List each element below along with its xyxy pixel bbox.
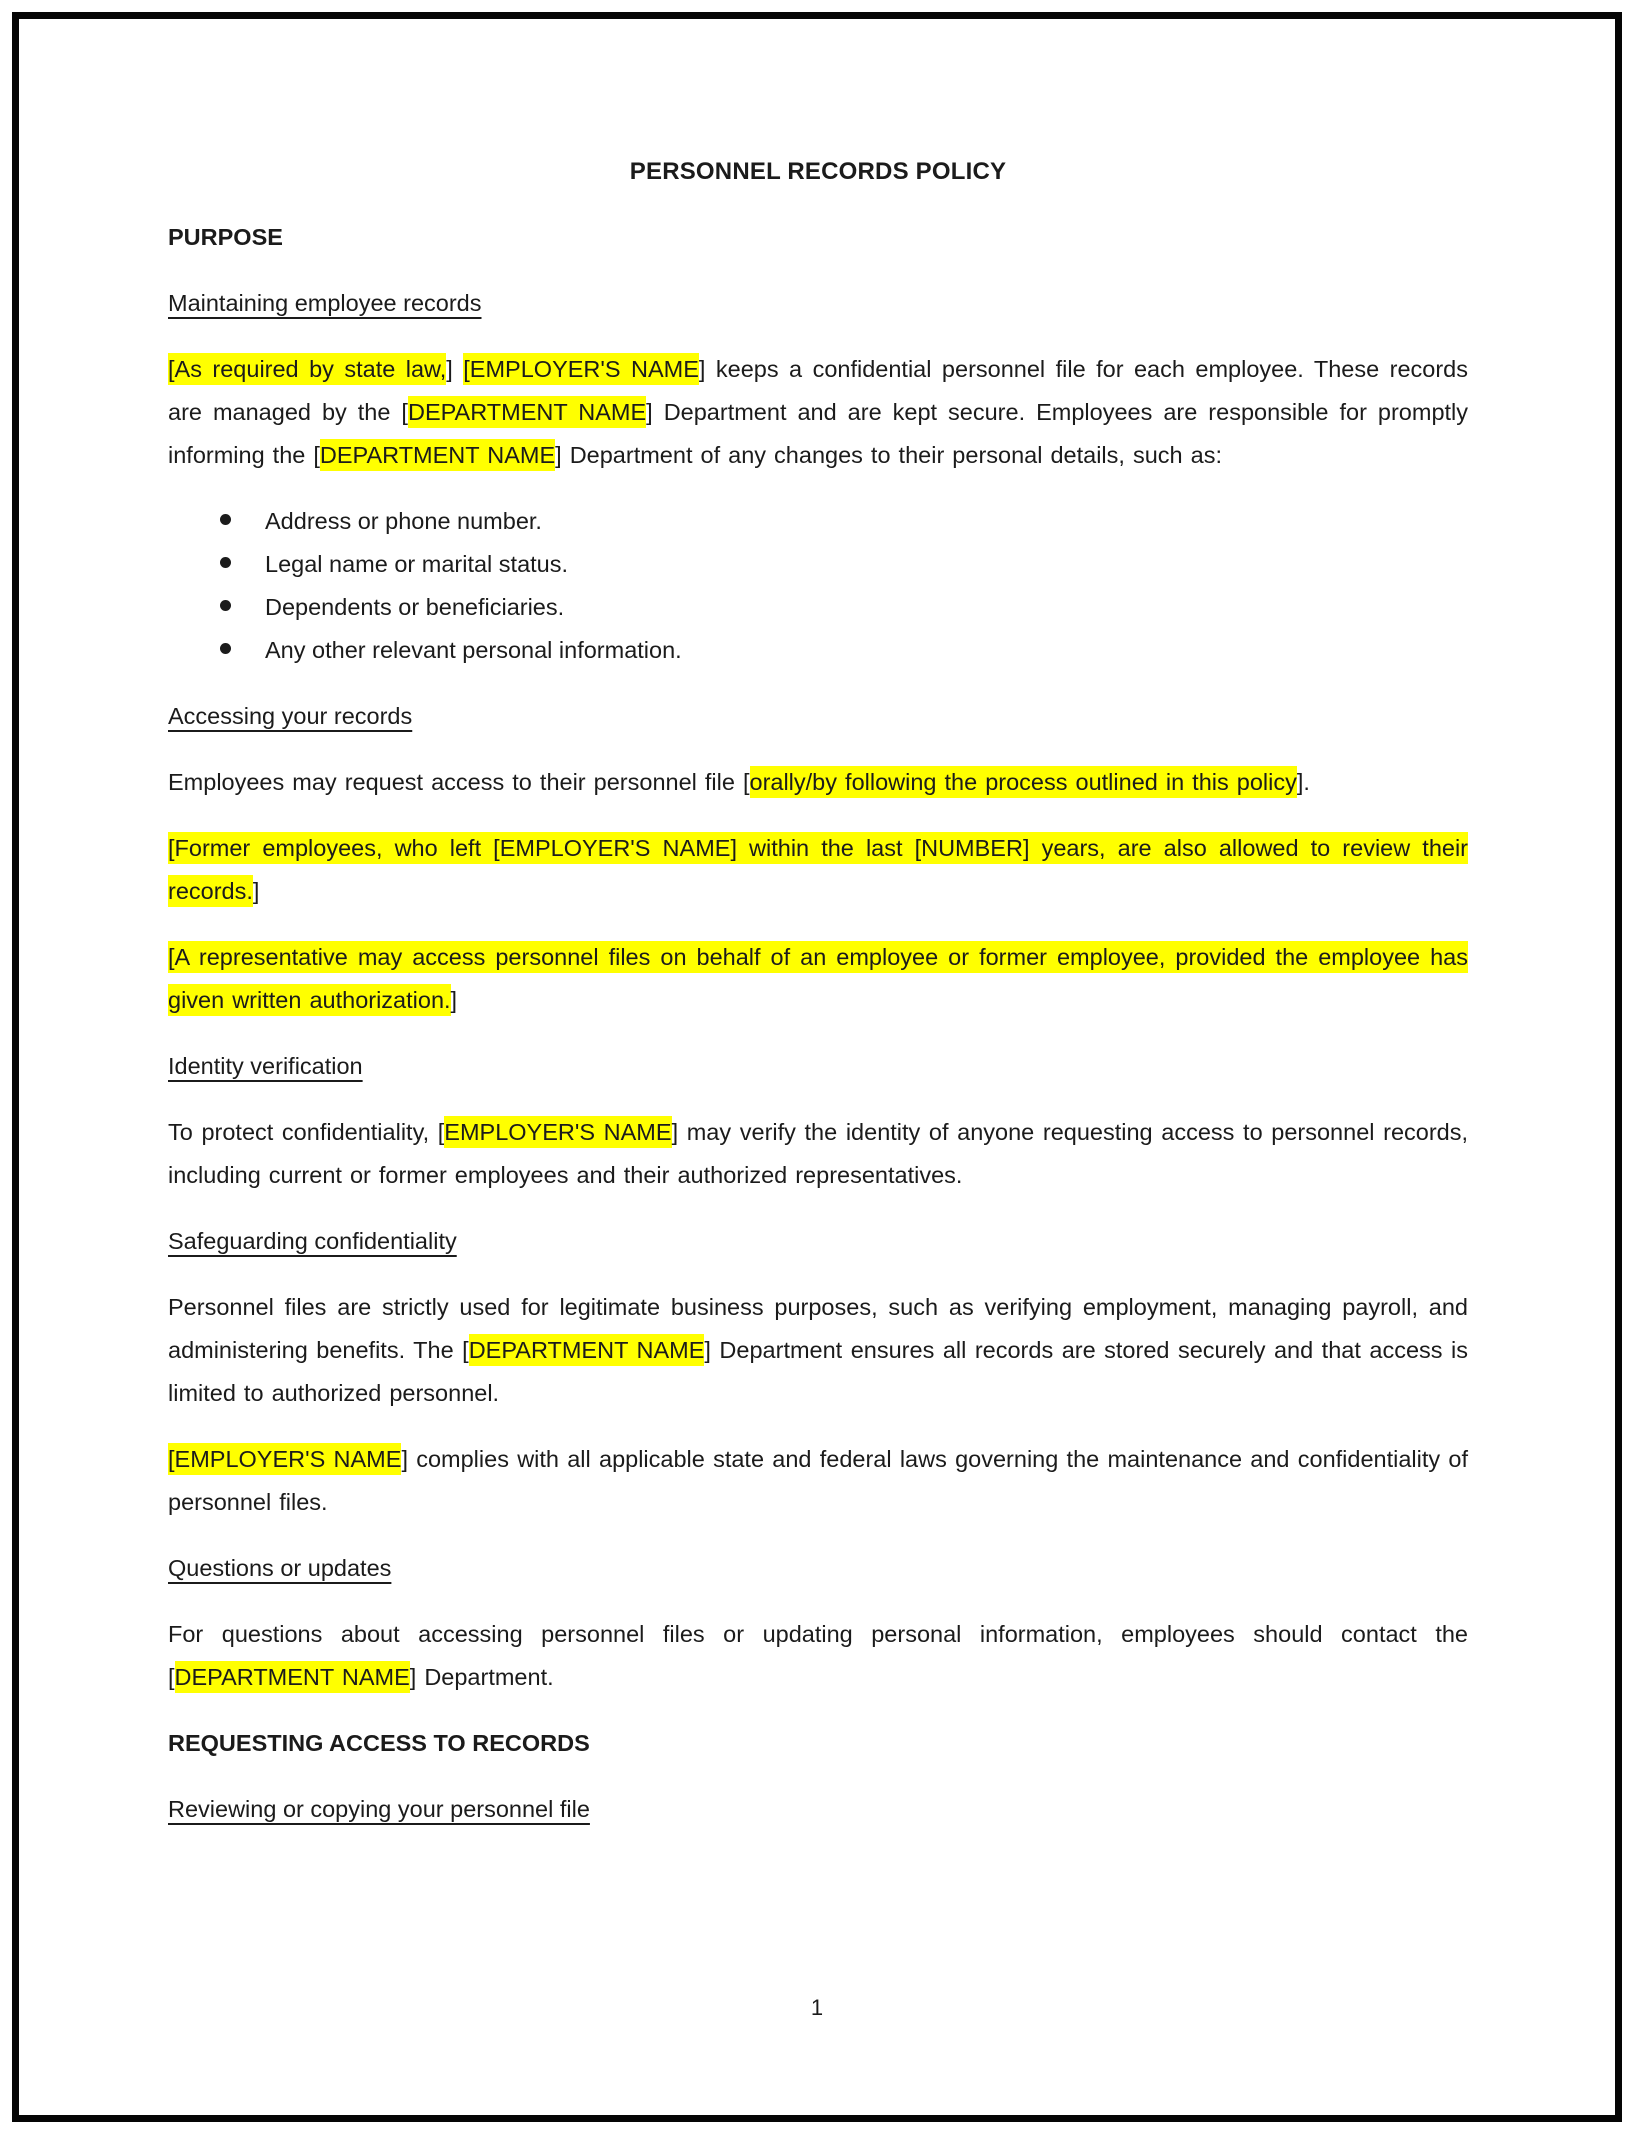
highlighted-text: [EMPLOYER'S NAME [463,353,699,385]
text-run: ] [252,878,260,904]
bullet-icon [220,643,231,654]
bullet-item: Legal name or marital status. [218,543,1468,586]
document-body [168,216,1468,1831]
bullet-icon [220,557,231,568]
accessing-your-records-heading: Accessing your records [168,703,413,729]
bullet-item: Dependents or beneficiaries. [218,586,1468,629]
bullet-icon [220,514,231,525]
text-run: ] [446,356,464,382]
maintaining-records-paragraph [168,348,1468,477]
text-run: ] may verify the identity of anyone requesting access to personnel records, including current or former employees and their authorized representatives. [168,1119,1469,1188]
identity-verification-paragraph [168,1111,1468,1197]
representative-access-paragraph [168,936,1468,1022]
identity-verification-heading: Identity verification [168,1053,363,1079]
highlighted-text: DEPARTMENT NAME [320,439,555,471]
text-run: For questions about accessing personnel files or updating personal information, employees should contact the [ [168,1621,1468,1690]
text-run: To protect confidentiality, [ [168,1119,445,1145]
highlighted-text: [A representative may access personnel files on behalf of an employee or former employee, provided the employee has given written authorization. [168,941,1468,1016]
text-run: ] keeps a confidential personnel file for each employee. These records are managed by the [ [168,356,1468,425]
highlighted-text: [Former employees, who left [EMPLOYER'S NAME] within the last [NUMBER] years, are also allowed to review their records. [168,832,1468,907]
requesting-access-heading: REQUESTING ACCESS TO RECORDS [168,1730,590,1756]
document-title: PERSONNEL RECORDS POLICY [629,158,1007,185]
confidentiality-usage-paragraph [168,1286,1468,1415]
highlighted-text: EMPLOYER'S NAME [444,1116,671,1148]
text-run: ] Department ensures all records are stored securely and that access is limited to authorized personnel. [168,1337,1468,1406]
questions-or-updates-heading: Questions or updates [168,1555,392,1581]
text-run: Employees may request access to their personnel file [ [168,769,750,795]
text-run: ] Department and are kept secure. Employees are responsible for promptly informing the [ [168,399,1469,468]
former-employees-paragraph [168,827,1468,913]
highlighted-text: DEPARTMENT NAME [408,396,646,428]
purpose-heading: PURPOSE [168,224,283,250]
highlighted-text: [EMPLOYER'S NAME [168,1443,401,1475]
text-run: ] complies with all applicable state and federal laws governing the maintenance and confidentiality of personnel files. [168,1446,1468,1515]
reviewing-copying-heading: Reviewing or copying your personnel file [168,1796,590,1822]
highlighted-text: orally/by following the process outlined in this policy [750,766,1297,798]
text-run: ] Department of any changes to their personal details, such as: [555,442,1222,468]
safeguarding-confidentiality-heading: Safeguarding confidentiality [168,1228,457,1254]
highlighted-text: [As required by state law, [168,353,446,385]
bullet-item: Address or phone number. [218,500,1468,543]
highlighted-text: DEPARTMENT NAME [469,1334,705,1366]
text-run: ]. [1296,769,1310,795]
page-number: 1 [810,1995,824,2020]
access-request-paragraph [168,761,1468,804]
text-run: Personnel files are strictly used for legitimate business purposes, such as verifying employment, managing payroll, and administering benefits. The [ [168,1294,1468,1363]
personal-details-list [168,500,1468,672]
bullet-icon [220,600,231,611]
questions-contact-paragraph [168,1613,1468,1699]
compliance-paragraph [168,1438,1468,1524]
highlighted-text: DEPARTMENT NAME [175,1661,410,1693]
text-run: ] [450,987,458,1013]
bullet-item: Any other relevant personal information. [218,629,1468,672]
text-run: ] Department. [409,1664,554,1690]
maintaining-employee-records-heading: Maintaining employee records [168,290,482,316]
